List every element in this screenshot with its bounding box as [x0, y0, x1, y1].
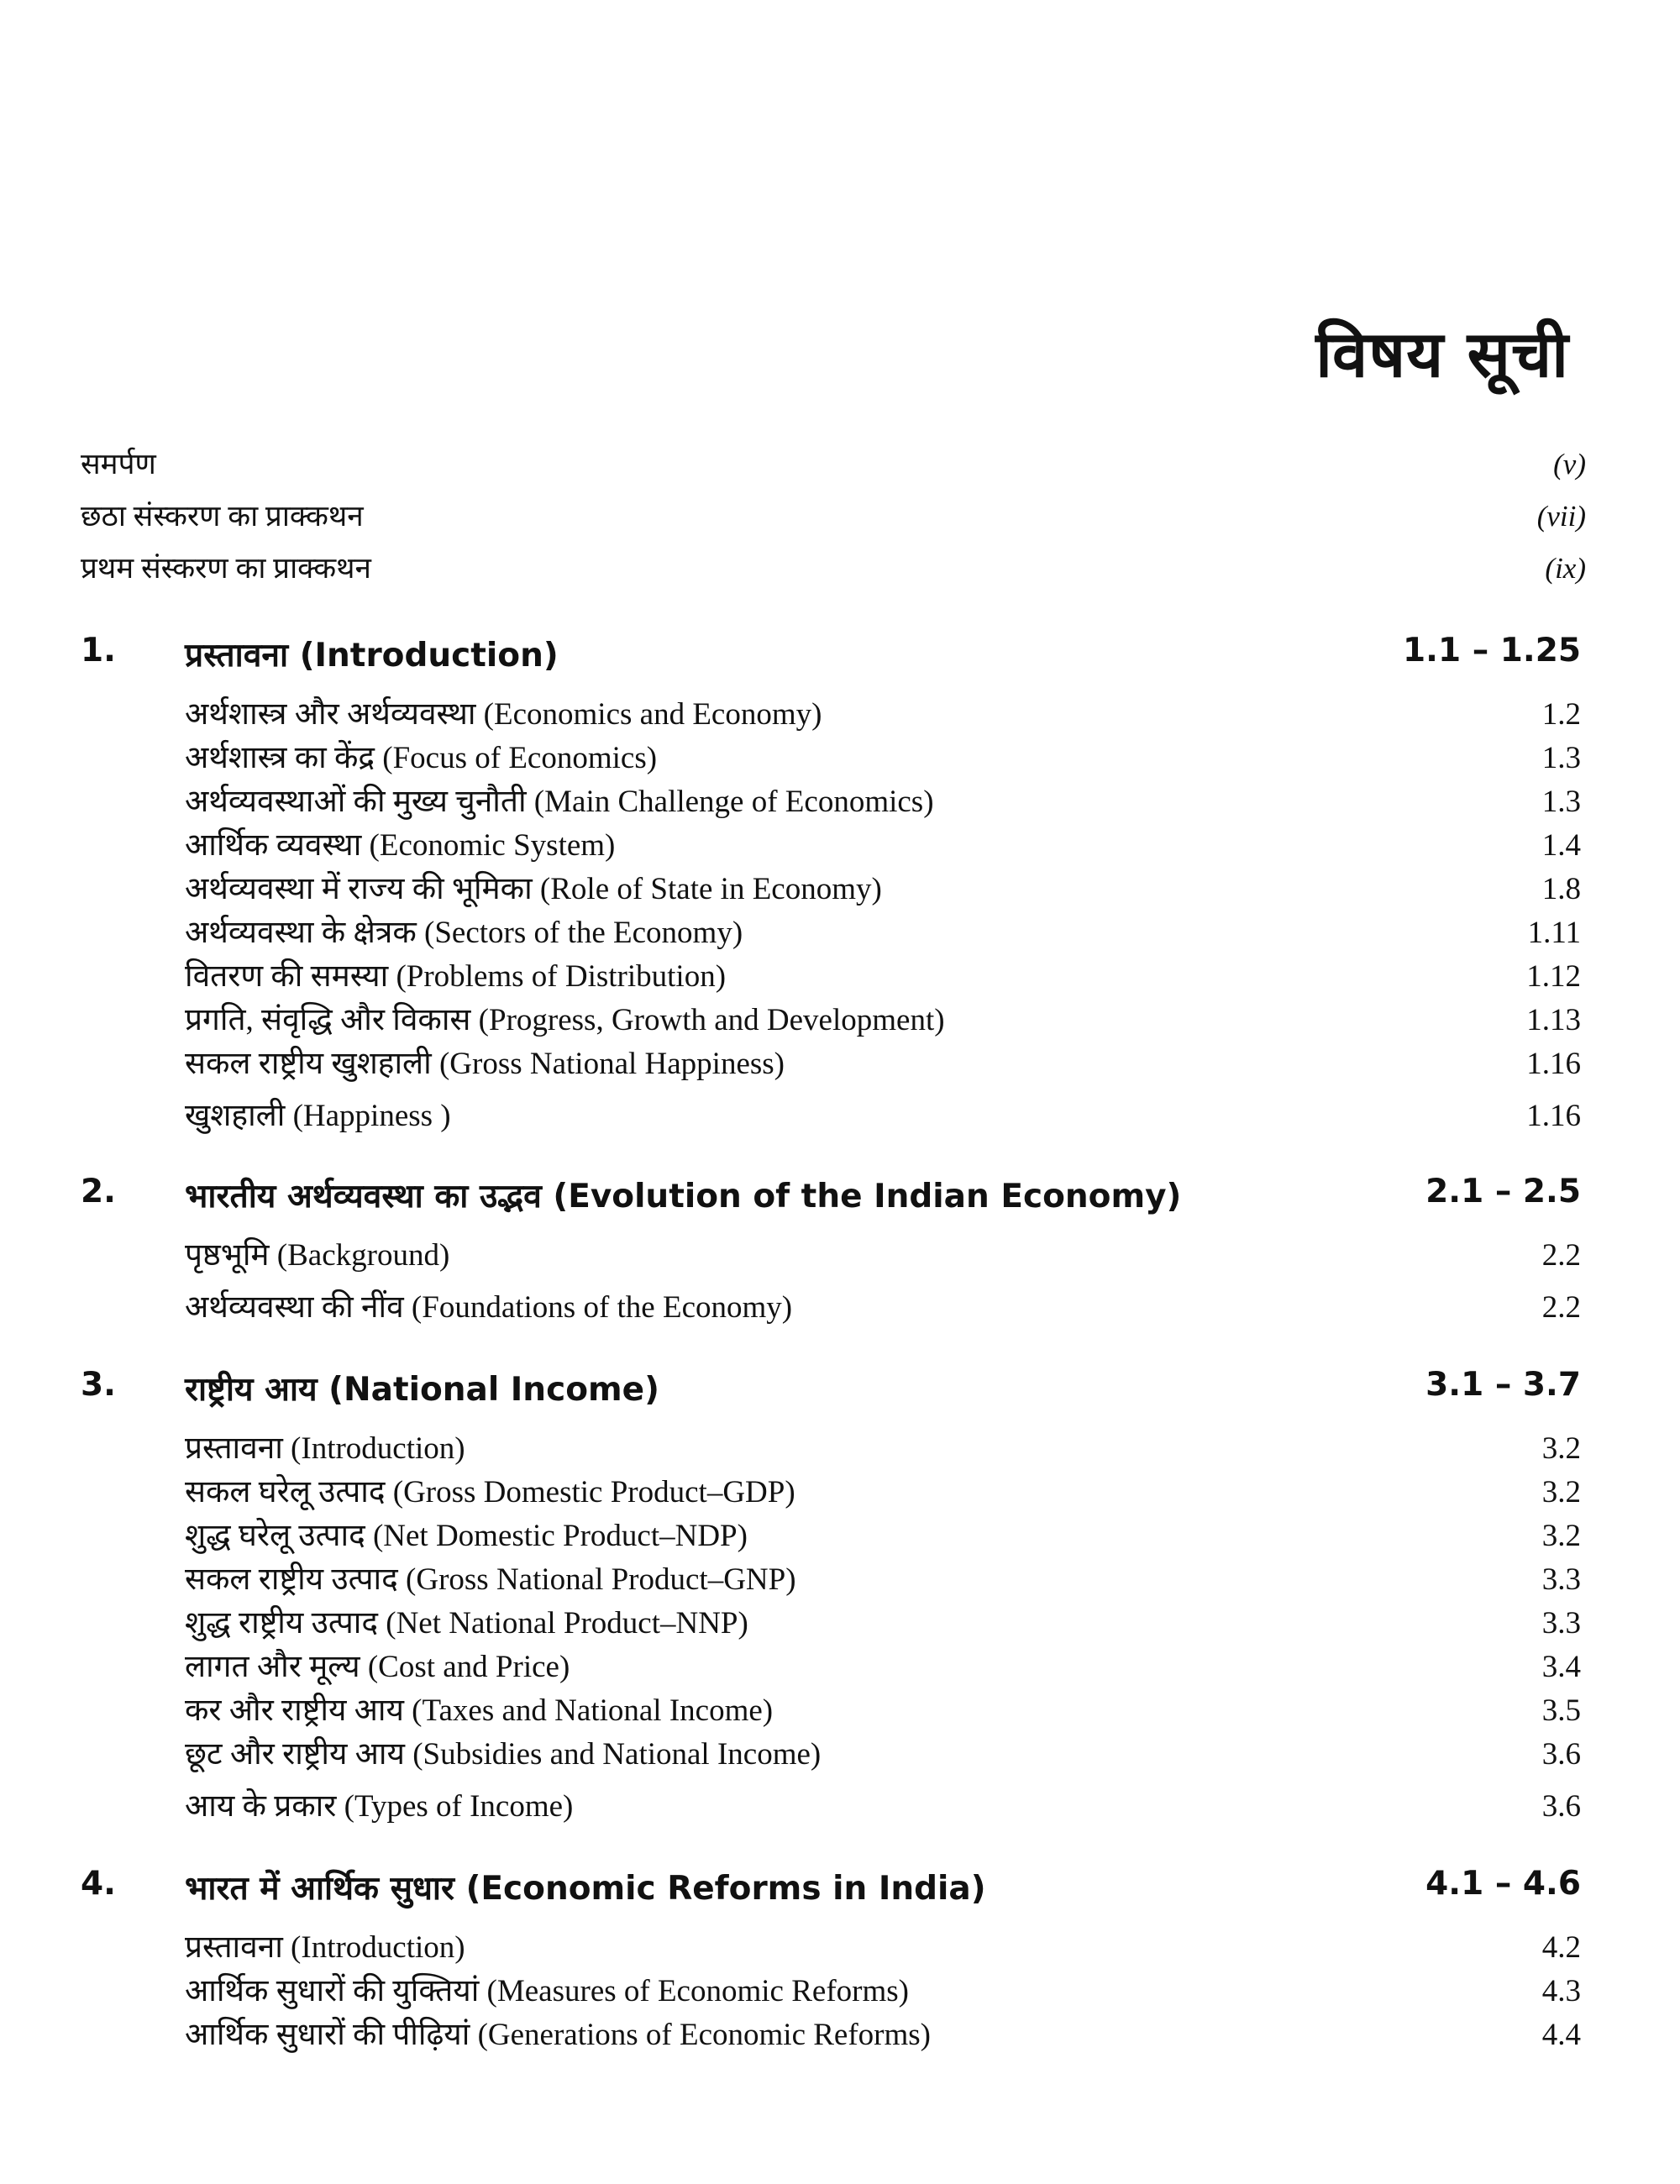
- section-title: अर्थशास्त्र और अर्थव्यवस्था (Economics and Economy): [185, 697, 822, 732]
- section-title: आय के प्रकार (Types of Income): [185, 1789, 574, 1824]
- front-matter-item: [81, 444, 1586, 483]
- chapter-heading: [81, 632, 1581, 674]
- section-title: अर्थव्यवस्था के क्षेत्रक (Sectors of the Economy): [185, 916, 743, 950]
- section-item: [185, 1040, 1581, 1083]
- section-title: आर्थिक व्यवस्था (Economic System): [185, 828, 616, 863]
- chapter-page-range: 2.1 – 2.5: [1425, 1173, 1581, 1210]
- chapter-page-range: 1.1 – 1.25: [1403, 632, 1581, 669]
- section-title: पृष्ठभूमि (Background): [185, 1238, 450, 1273]
- section-page: 3.5: [1541, 1693, 1581, 1728]
- chapter-number: 2.: [81, 1173, 116, 1210]
- section-item: [185, 778, 1581, 821]
- section-title: लागत और मूल्य (Cost and Price): [185, 1650, 570, 1684]
- chapter-title: राष्ट्रीय आय (National Income): [185, 1371, 659, 1409]
- front-matter-page: (vii): [1536, 500, 1586, 533]
- section-title: सकल राष्ट्रीय खुशहाली (Gross National Happiness): [185, 1047, 785, 1081]
- section-item: [185, 953, 1581, 995]
- section-page: 3.2: [1541, 1475, 1581, 1509]
- section-item: [185, 1556, 1581, 1599]
- section-page: 1.16: [1526, 1099, 1581, 1133]
- section-item: [185, 690, 1581, 733]
- front-matter-page: (ix): [1545, 552, 1586, 585]
- chapter-heading: [81, 1173, 1581, 1215]
- section-page: 3.2: [1541, 1431, 1581, 1466]
- section-item: [185, 2011, 1581, 2054]
- chapter-title: भारतीय अर्थव्यवस्था का उद्भव (Evolution of the Indian Economy): [185, 1178, 1182, 1215]
- section-item: [185, 865, 1581, 908]
- section-title: आर्थिक सुधारों की पीढ़ियां (Generations of Economic Reforms): [185, 2018, 931, 2052]
- chapter-page-range: 3.1 – 3.7: [1425, 1366, 1581, 1404]
- section-page: 1.2: [1541, 697, 1581, 732]
- chapter-title: प्रस्तावना (Introduction): [185, 637, 559, 675]
- section-page: 3.6: [1541, 1737, 1581, 1772]
- section-title: वितरण की समस्या (Problems of Distribution): [185, 959, 727, 994]
- section-item: [185, 1924, 1581, 1966]
- front-matter-title: छठा संस्करण का प्राक्कथन: [81, 500, 364, 533]
- section-page: 3.2: [1541, 1519, 1581, 1553]
- section-item: [185, 1092, 1581, 1135]
- chapter-heading: [81, 1865, 1581, 1907]
- chapter-number: 3.: [81, 1366, 116, 1404]
- section-item: [185, 996, 1581, 1039]
- section-item: [185, 1730, 1581, 1773]
- section-title: प्रस्तावना (Introduction): [185, 1930, 465, 1965]
- section-item: [185, 1782, 1581, 1825]
- section-title: आर्थिक सुधारों की युक्तियां (Measures of Economic Reforms): [185, 1974, 909, 2008]
- section-title: छूट और राष्ट्रीय आय (Subsidies and National Income): [185, 1737, 822, 1772]
- section-page: 1.13: [1526, 1003, 1581, 1037]
- section-page: 1.12: [1526, 959, 1581, 994]
- section-page: 1.4: [1541, 828, 1581, 863]
- section-item: [185, 1425, 1581, 1467]
- section-title: अर्थव्यवस्था की नींव (Foundations of the Economy): [185, 1290, 793, 1325]
- chapter-heading: [81, 1366, 1581, 1408]
- section-page: 4.3: [1541, 1974, 1581, 2008]
- section-page: 1.11: [1527, 916, 1581, 950]
- section-title: कर और राष्ट्रीय आय (Taxes and National Income): [185, 1693, 774, 1728]
- section-page: 1.16: [1526, 1047, 1581, 1081]
- section-item: [185, 1643, 1581, 1686]
- section-page: 3.6: [1541, 1789, 1581, 1824]
- section-page: 3.4: [1541, 1650, 1581, 1684]
- chapter-number: 1.: [81, 632, 116, 669]
- section-item: [185, 1284, 1581, 1326]
- front-matter-title: प्रथम संस्करण का प्राक्कथन: [81, 552, 371, 585]
- section-title: सकल घरेलू उत्पाद (Gross Domestic Product–GDP): [185, 1475, 795, 1509]
- section-item: [185, 1687, 1581, 1730]
- section-title: शुद्ध घरेलू उत्पाद (Net Domestic Product–NDP): [185, 1519, 748, 1553]
- section-title: प्रगति, संवृद्धि और विकास (Progress, Growth and Development): [185, 1003, 945, 1037]
- front-matter-item: [81, 496, 1586, 535]
- section-item: [185, 1967, 1581, 2010]
- section-title: प्रस्तावना (Introduction): [185, 1431, 465, 1466]
- section-title: अर्थशास्त्र का केंद्र (Focus of Economics): [185, 741, 658, 775]
- chapter-page-range: 4.1 – 4.6: [1425, 1865, 1581, 1903]
- section-page: 1.3: [1541, 785, 1581, 819]
- front-matter-title: समर्पण: [81, 448, 156, 480]
- section-page: 2.2: [1541, 1290, 1581, 1325]
- section-page: 2.2: [1541, 1238, 1581, 1273]
- section-title: खुशहाली (Happiness ): [185, 1099, 451, 1133]
- front-matter-page: (v): [1553, 448, 1586, 480]
- section-item: [185, 1231, 1581, 1274]
- section-item: [185, 734, 1581, 777]
- section-item: [185, 1599, 1581, 1642]
- section-page: 4.4: [1541, 2018, 1581, 2052]
- front-matter-item: [81, 548, 1586, 587]
- section-title: शुद्ध राष्ट्रीय उत्पाद (Net National Product–NNP): [185, 1606, 748, 1641]
- section-title: सकल राष्ट्रीय उत्पाद (Gross National Product–GNP): [185, 1562, 796, 1597]
- section-item: [185, 909, 1581, 952]
- section-item: [185, 1468, 1581, 1511]
- chapter-title: भारत में आर्थिक सुधार (Economic Reforms in India): [185, 1870, 986, 1908]
- section-title: अर्थव्यवस्थाओं की मुख्य चुनौती (Main Challenge of Economics): [185, 785, 934, 819]
- section-page: 3.3: [1541, 1562, 1581, 1597]
- section-page: 3.3: [1541, 1606, 1581, 1641]
- section-item: [185, 1512, 1581, 1555]
- section-page: 1.8: [1541, 872, 1581, 906]
- section-title: अर्थव्यवस्था में राज्य की भूमिका (Role of State in Economy): [185, 872, 882, 906]
- chapter-number: 4.: [81, 1865, 116, 1903]
- section-page: 1.3: [1541, 741, 1581, 775]
- section-item: [185, 822, 1581, 864]
- page-title: विषय सूची: [1315, 317, 1569, 391]
- section-page: 4.2: [1541, 1930, 1581, 1965]
